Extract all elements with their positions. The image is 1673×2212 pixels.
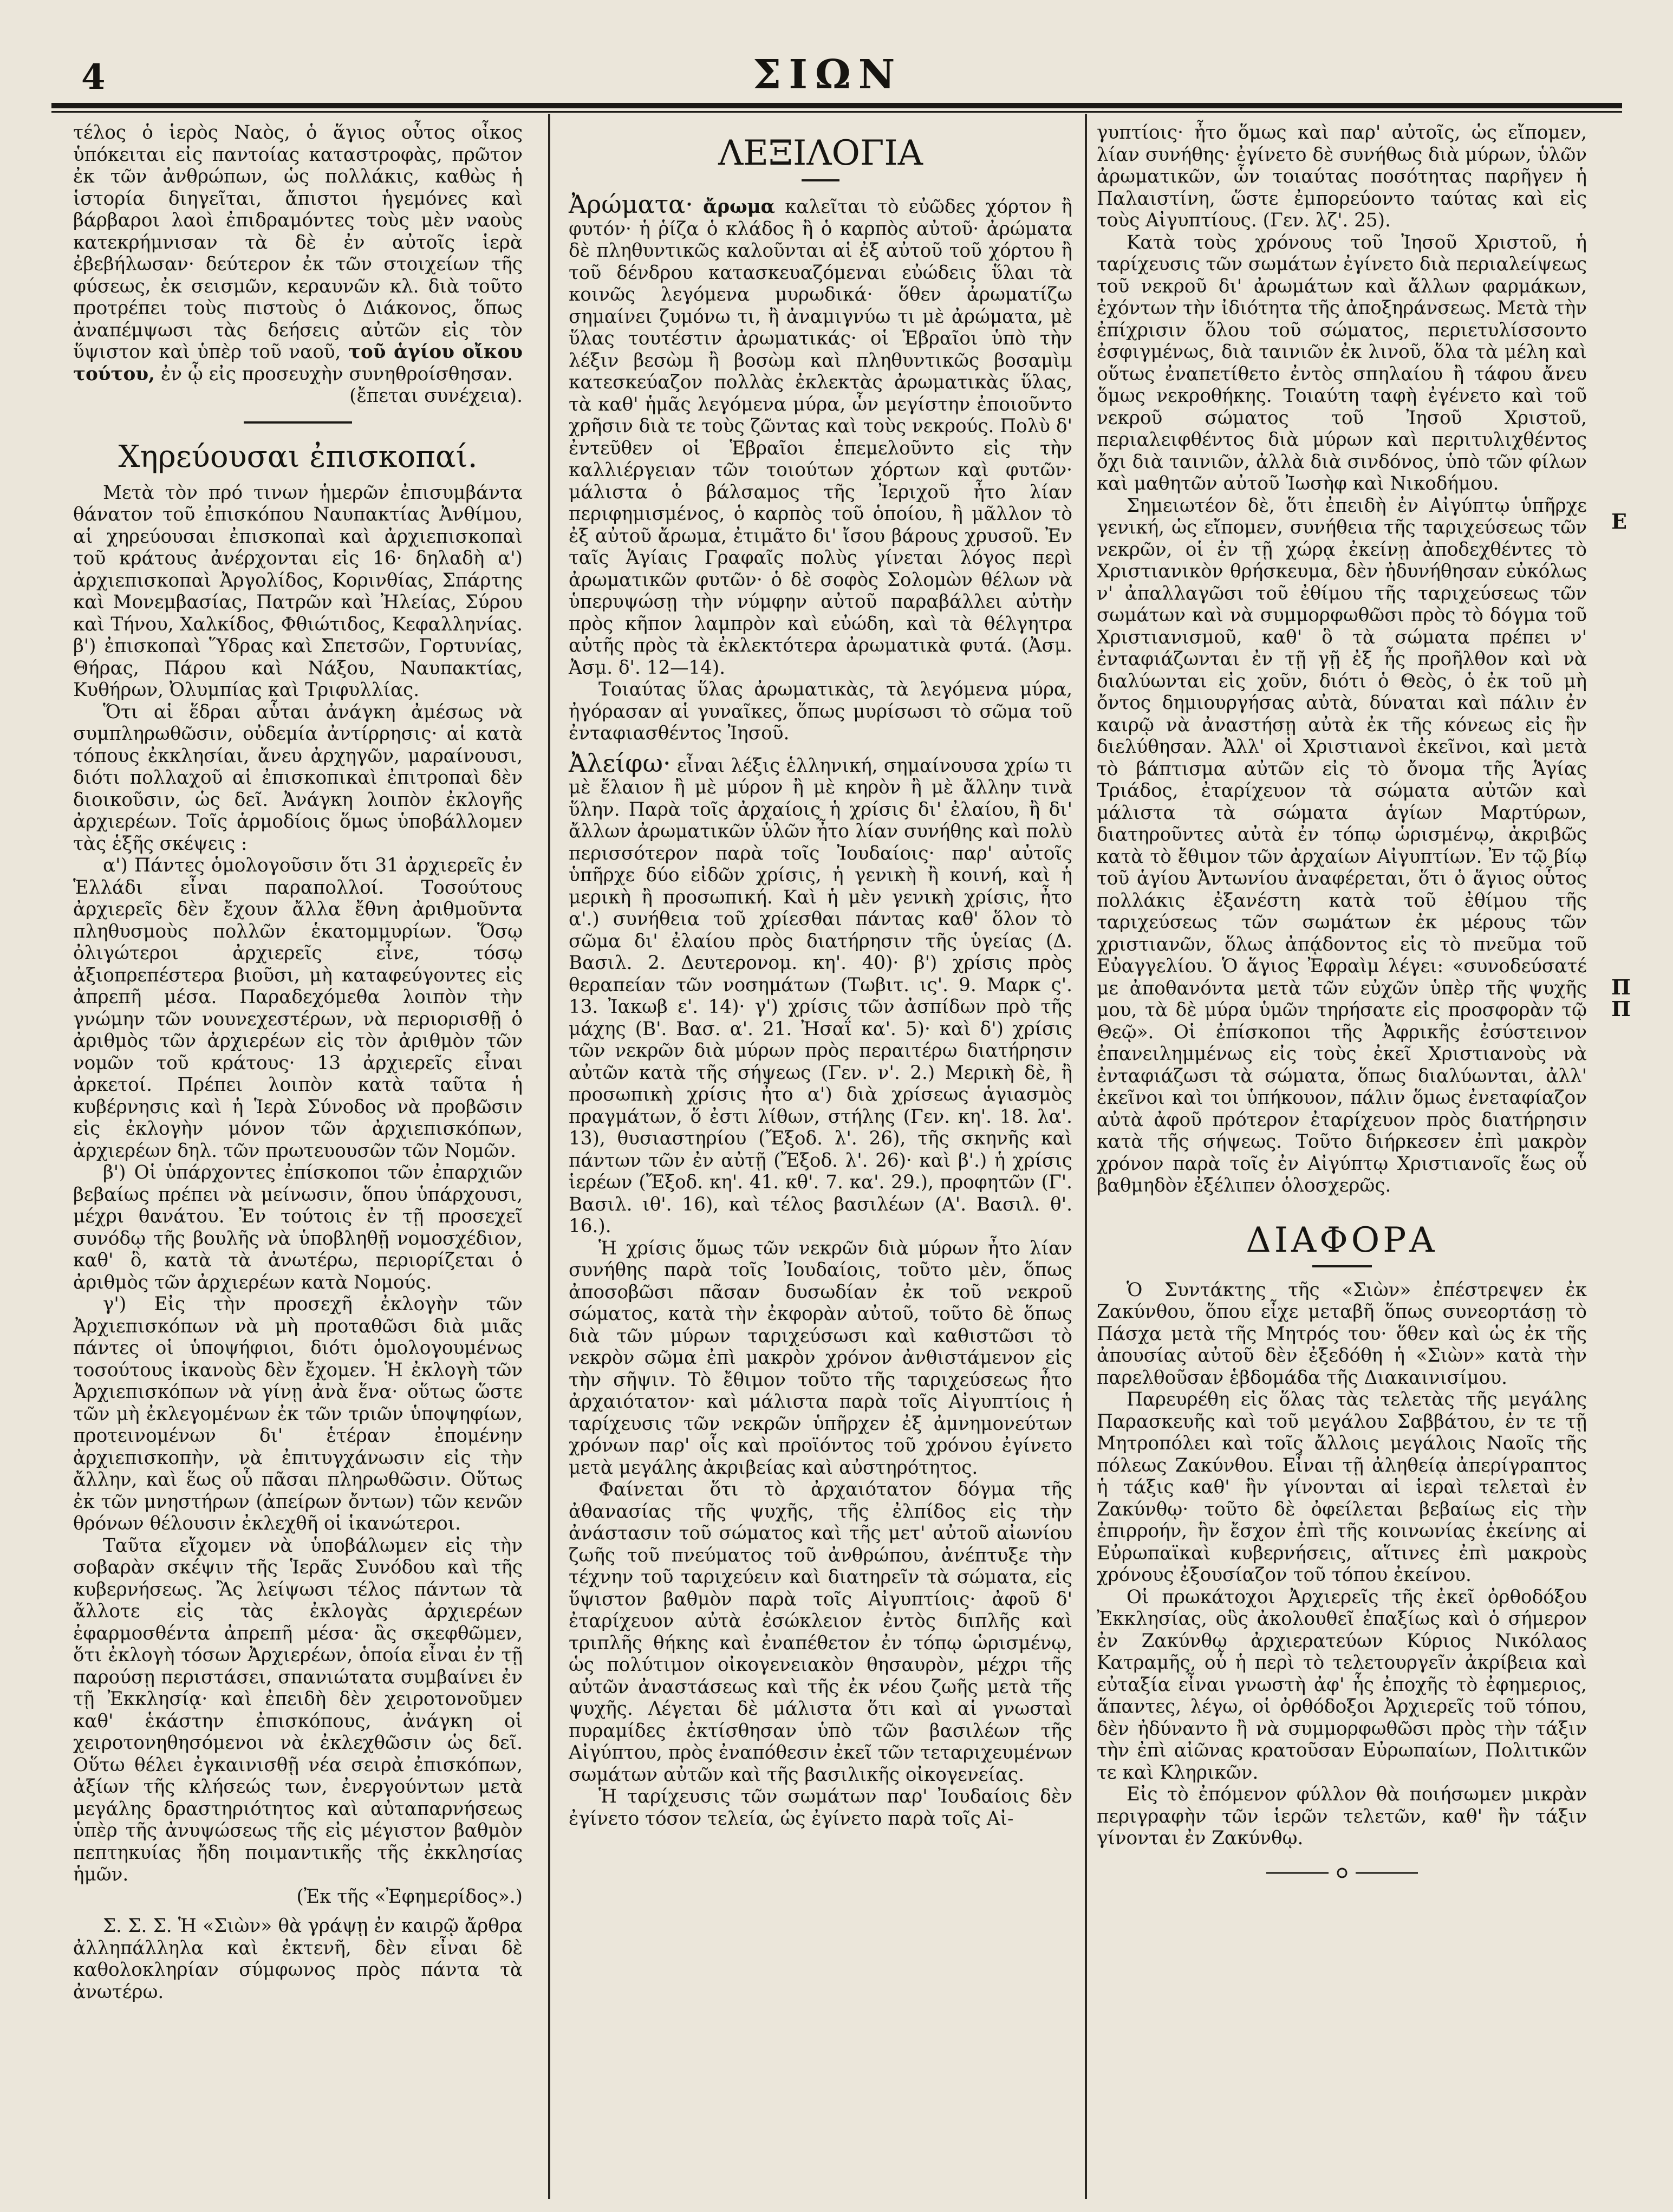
entry-aleifo: Ἀλείφω· εἶναι λέξις ἑλληνική, σημαίνουσα χρίω τι μὲ ἔλαιον ἢ μὲ μύρον ἢ μὲ κηρὸν ἢ μὲ ἄλλην τινὰ ὕλην. Παρὰ τοῖς ἀρχαίοις ἡ χρίσις δι' ἐλαίου, ἢ δι' ἄλλων ἀρωματικῶν ὑλῶν ἦτο λίαν συνήθης καὶ πολὺ περισσότερον παρὰ τοῖς Ἰουδαίοις· παρ' αὐτοῖς ὑπῆρχε δύο εἰδῶν χρίσις, ἡ γενικὴ ἢ κοινή, καὶ ἡ μερικὴ ἢ προσωπική. Καὶ ἡ μὲν γενικὴ χρίσις, ἦτο α'.) συνήθεια τοῦ χρίεσθαι πάντας καθ' ὅλον τὸ σῶμα δι' ἐλαίου πρὸς διατήρησιν τῆς ὑγείας (Δ. Βασιλ. 2. Δευτερονομ. κη'. 40)· β') χρίσις πρὸς θεραπείαν τῶν νοσημάτων (Τωβιτ. ις'. 9. Μαρκ ς'. 13. Ἰακωβ ε'. 14)· γ') χρίσις τῶν ἀσπίδων πρὸ τῆς μάχης (Β'. Βασ. α'. 21. Ἠσαΐ κα'. 5)· καὶ δ') χρίσις τῶν νεκρῶν διὰ μύρων πρὸς περαιτέρω διατήρησιν αὐτῶν κατὰ τῆς σήψεως (Γεν. ν'. 2.) Μερικὴ δὲ, ἢ προσωπικὴ χρίσις ἦτο α') διὰ χρίσεως ἁγιασμὸς πραγμάτων, ὅ ἐστι λίθων, στήλης (Γεν. κη'. 18. λα'. 13), θυσιαστηρίου (Ἔξοδ. λ'. 26), τῆς σκηνῆς καὶ πάντων τῶν ἐν αὐτῇ (Ἔξοδ. λ'. 26)· καὶ β'.) ἡ χρίσις ἱερέων (Ἔξοδ. κη'. 41. κθ'. 7. κα'. 29.), προφητῶν (Γ'. Βασιλ. ιθ'. 16), καὶ τέλος βασιλέων (Α'. Βασιλ. θ'. 16.). <box>569 748 1072 1237</box>
paragraph: α') Πάντες ὁμολογοῦσιν ὅτι 31 ἀρχιερεῖς ἐν Ἑλλάδι εἶναι παραπολλοί. Τοσούτους ἀρχιερεῖς δὲν ἔχουν ἄλλα ἔθνη ἀριθμοῦντα πληθυσμοὺς πολλῶν ἑκατομμυρίων. Ὅσῳ ὀλιγώτεροι ἀρχιερεῖς εἶνε, τόσῳ ἀξιοπρεπέστερα βιοῦσι, μὴ καταφεύγοντες εἰς ἀπρεπῆ μέσα. Παραδεχόμεθα λοιπὸν τὴν γνώμην τῶν νουνεχεστέρων, νὰ περιορισθῇ ὁ ἀριθμὸς τῶν ἀρχιερέων εἰς τὸν ἀριθμὸν τῶν νομῶν τοῦ κράτους· 13 ἀρχιερεῖς εἶναι ἀρκετοί. Πρέπει λοιπὸν κατὰ ταῦτα ἡ κυβέρνησις καὶ ἡ Ἱερὰ Σύνοδος νὰ προβῶσιν εἰς ἐκλογὴν μόνον τῶν ἀρχιεπισκόπων, ἀρχιερέων δηλ. τῶν πρωτευουσῶν τῶν Νομῶν. <box>73 855 523 1162</box>
continued-note: (ἔπεται συνέχεια). <box>349 385 523 407</box>
masthead: ΣΙΩΝ <box>753 51 903 98</box>
article-heading: Χηρεύουσαι ἐπισκοπαί. <box>118 439 478 474</box>
paragraph: Εἰς τὸ ἐπόμενον φύλλον θὰ ποιήσωμεν μικρὰν περιγραφὴν τῶν ἱερῶν τελετῶν, καθ' ἣν τάξιν γίνονται ἐν Ζακύνθῳ. <box>1097 1784 1587 1849</box>
header-rule <box>51 103 1622 108</box>
paragraph: γυπτίοις· ἦτο ὅμως καὶ παρ' αὐτοῖς, ὡς εἴπομεν, λίαν συνήθης· ἐγίνετο δὲ συνήθως διὰ μύρων, ὑλῶν ἀρωματικῶν, ὧν τοιαύτας ποσότητας παρῆγεν ἡ Παλαιστίνη, ὥστε ἐμπορεύοντο ταύτας καὶ εἰς τοὺς Αἰγυπτίους. (Γεν. λζ'. 25). <box>1097 122 1587 231</box>
paragraph: Ἡ ταρίχευσις τῶν σωμάτων παρ' Ἰουδαίοις δὲν ἐγίνετο τόσον τελεία, ὡς ἐγίνετο παρὰ τοῖς Αἰ- <box>569 1786 1072 1830</box>
page-number: 4 <box>81 57 106 97</box>
entry-term-alt: ἄρωμα <box>703 196 775 218</box>
section-heading: ΔΙΑΦΟΡΑ <box>1246 1220 1438 1260</box>
header-rule-thin <box>51 111 1622 113</box>
paragraph: Φαίνεται ὅτι τὸ ἀρχαιότατον δόγμα τῆς ἀθανασίας τῆς ψυχῆς, τῆς ἐλπίδος εἰς τὴν ἀνάστασιν τοῦ σώματος καὶ τῆς μετ' αὐτοῦ αἰωνίου ζωῆς τοῦ πνεύματος τοῦ ἀνθρώπου, ἀνέπτυξε τὴν τέχνην τοῦ ταριχεύειν καὶ διατηρεῖν τὰ σώματα, εἰς ὕψιστον βαθμὸν παρὰ τοῖς Αἰγυπτίοις· ἀφοῦ δ' ἐταρίχευον αὐτὰ ἐσώκλειον ἐντὸς διπλῆς καὶ τριπλῆς θήκης καὶ ἐναπέθετον ἐν τόπῳ ὡρισμένῳ, ὡς πολύτιμον οἰκογενειακὸν θησαυρὸν, μέχρι τῆς αὐτῶν ἀναστάσεως καὶ τῆς ἐκ νέου ζωῆς μετὰ τῆς ψυχῆς. Λέγεται δὲ μάλιστα ὅτι καὶ αἱ γνωσταὶ πυραμίδες ἐκτίσθησαν ὑπὸ τῶν βασιλέων τῆς Αἰγύπτου, πρὸς ἐναπόθεσιν ἐκεῖ τῶν τεταριχευμένων σωμάτων αὐτῶν καὶ τῆς βασιλικῆς οἰκογενείας. <box>569 1479 1072 1786</box>
column-2 <box>569 122 1072 1830</box>
paragraph: γ') Εἰς τὴν προσεχῆ ἐκλογὴν τῶν Ἀρχιεπισκόπων νὰ μὴ προταθῶσι διὰ μιᾶς πάντες οἱ ὑποψήφιοι, διότι ὁμολογουμένως τοσούτους ἱκανοὺς δὲν ἔχομεν. Ἡ ἐκλογὴ τῶν Ἀρχιεπισκόπων νὰ γίνῃ ἀνὰ ἕνα· οὕτως ὥστε τῶν μὴ ἐκλεγομένων ἐκ τῶν τριῶν ὑποψηφίων, προτεινομένων δι' ἑτέραν ἐπομένην ἀρχιεπισκοπὴν, νὰ ἐπιτυγχάνωσιν εἰς τὴν ἄλλην, καὶ ἕως οὗ πᾶσαι πληρωθῶσιν. Οὕτως ἐκ τῶν μνηστήρων (ἀπείρων ὄντων) τῶν κενῶν θρόνων θέλουσιν ἐκλεχθῆ οἱ ἱκανώτεροι. <box>73 1293 523 1534</box>
column-separator-2 <box>1085 114 1087 2199</box>
editor-note: Σ. Σ. Σ. Ἡ «Σιὼν» θὰ γράψῃ ἐν καιρῷ ἄρθρα ἀλληπάλληλα καὶ ἐκτενῆ, δὲν εἶναι δὲ καθολοκληρίαν σύμφωνος πρὸς πάντα τὰ ἀνωτέρω. <box>73 1915 523 2003</box>
section-rule <box>244 421 352 424</box>
column-1 <box>73 122 523 2003</box>
paragraph: Ἡ χρίσις ὅμως τῶν νεκρῶν διὰ μύρων ἦτο λίαν συνήθης παρὰ τοῖς Ἰουδαίοις, τοῦτο μὲν, ὅπως ἀποσοβῶσι πᾶσαν δυσωδίαν ἐκ τοῦ νεκροῦ σώματος, κατὰ τὴν ἐκφορὰν αὐτοῦ, τοῦτο δὲ ὅπως διὰ τῶν μύρων ταριχεύσωσι καὶ καθιστῶσι τὸ νεκρὸν σῶμα ἐπὶ μακρὸν χρόνον ἀνθιστάμενον εἰς τὴν σῆψιν. Τὸ ἔθιμον τοῦτο τῆς ταριχεύσεως ἦτο ἀρχαιότατον· καὶ μάλιστα παρὰ τοῖς Αἰγυπτίοις ἡ ταρίχευσις τῶν νεκρῶν ὑπῆρχεν ἐξ ἀμνημονεύτων χρόνων παρ' οἷς καὶ προϊόντος τοῦ χρόνου ἐγίνετο μετὰ μεγάλης ἀκριβείας καὶ αὐστηρότητος. <box>569 1237 1072 1479</box>
section-heading: ΛΕΞΙΛΟΓΙΑ <box>718 133 923 173</box>
paragraph: β') Οἱ ὑπάρχοντες ἐπίσκοποι τῶν ἐπαρχιῶν βεβαίως πρέπει νὰ μείνωσιν, ὅπου ὑπάρχουσι, μέχρι θανάτου. Ἐν τούτοις ἐν τῇ προσεχεῖ συνόδῳ τῆς βουλῆς νὰ ὑποβληθῇ νομοσχέδιον, καθ' ὃ, κατὰ τὰ ἀνωτέρω, περιορίζεται ὁ ἀριθμὸς τῶν ἀρχιερέων κατὰ Νομούς. <box>73 1162 523 1293</box>
entry-term: Ἀρώματα· <box>569 190 693 219</box>
paragraph: Οἱ πρωκάτοχοι Ἀρχιερεῖς τῆς ἐκεῖ ὀρθοδόξου Ἐκκλησίας, οὓς ἀκολουθεῖ ἐπαξίως καὶ ὁ σήμερον ἐν Ζακύνθῳ ἀρχιερατεύων Κύριος Νικόλαος Κατραμῆς, οὗ ἡ περὶ τὸ τελετουργεῖν ἀκρίβεια καὶ εὐταξία εἶναι γνωστὴ ἀφ' ἧς ἐποχῆς τὸ ἐφημεριος, ἅπαντες, λέγω, οἱ ὀρθόδοξοι Ἀρχιερεῖς τοῦ τόπου, δὲν ἠδύναντο ἢ νὰ συμμορφωθῶσι πρὸς τὴν τάξιν τὴν ἐπὶ αἰῶνας κρατοῦσαν Εὐρωπαίων, Πολιτικῶν τε καὶ Κληρικῶν. <box>1097 1586 1587 1784</box>
adjacent-page-fragment: Π <box>1611 997 1631 1021</box>
heading-rule <box>1312 1265 1372 1267</box>
paragraph: Τοιαύτας ὕλας ἀρωματικὰς, τὰ λεγόμενα μύρα, ἠγόρασαν αἱ γυναῖκες, ὅπως μυρίσωσι τὸ σῶμα τοῦ ἐνταφιασθέντος Ἰησοῦ. <box>569 679 1072 744</box>
source-note: (Ἐκ τῆς «Ἐφημερίδος».) <box>296 1885 523 1908</box>
paragraph: Σημειωτέον δὲ, ὅτι ἐπειδὴ ἐν Αἰγύπτῳ ὑπῆρχε γενική, ὡς εἴπομεν, συνήθεια τῆς ταριχεύσεως τῶν νεκρῶν, οἱ ἐν τῇ χώρᾳ ἐκείνῃ ἀποδεχθέντες τὸ Χριστιανικὸν θρήσκευμα, δὲν ἠδυνήθησαν εὐκόλως ν' ἀπαλλαγῶσι τοῦ ἐθίμου τῆς ταριχεύσεως τῶν σωμάτων καὶ νὰ συμμορφωθῶσι πρὸς τὸ δόγμα τοῦ Χριστιανισμοῦ, καθ' ὃ τὰ σώματα πρέπει ν' ἐνταφιάζωνται ἐν τῇ γῇ ἐξ ἧς προῆλθον καὶ νὰ διαλύωνται εἰς χοῦν, διότι ὁ Θεὸς, ὁ ἐκ τοῦ μὴ ὄντος δημιουργήσας αὐτὰ, δύναται καὶ πάλιν ἐν καιρῷ νὰ ἀναστήσῃ αὐτὰ ἐκ τῆς κόνεως εἰς ἣν διελύθησαν. Ἀλλ' οἱ Χριστιανοὶ ἐκεῖνοι, καὶ μετὰ τὸ βάπτισμα αὐτῶν εἰς τὸ ὄνομα τῆς Ἁγίας Τριάδος, ἐταρίχευον τὰ σώματα αὐτῶν καὶ μάλιστα τὰ σώματα ἁγίων Μαρτύρων, διατηροῦντες αὐτὰ ἐν τόπῳ ὡρισμένῳ, ἀκριβῶς κατὰ τὸ ἔθιμον τῶν ἀρχαίων Αἰγυπτίων. Ἐν τῷ βίῳ τοῦ ἁγίου Ἀντωνίου ἀναφέρεται, ὅτι ὁ ἅγιος οὗτος πολλάκις ἐξανέστη κατὰ τοῦ ἐθίμου τῆς ταριχεύσεως τῶν σωμάτων ἐκ μέρους τῶν χριστιανῶν, ὅλως ἀπᾴδοντος εἰς τὸ πνεῦμα τοῦ Εὐαγγελίου. Ὁ ἅγιος Ἐφραὶμ λέγει: «συνοδεύσατέ με ἀποθανόντα μετὰ τῶν εὐχῶν ὑπὲρ τῆς ψυχῆς μου, τὰ δὲ μύρα ὑμῶν τηρήσατε εἰς προσφορὰν τῷ Θεῷ». Οἱ ἐπίσκοποι τῆς Ἀφρικῆς ἐσύστεινον ἐπανειλημμένως εἰς τοὺς ἐκεῖ Χριστιανοὺς νὰ ἐνταφιάζωσι τὰ σώματα, ὅπως διαλύωνται, ἀλλ' ἐκεῖνοι καὶ τοι ὑπήκουον, πάλιν ὅμως ἐνεταφίαζον αὐτὰ ἀφοῦ πρότερον ἐταρίχευον πρὸς διατήρησιν κατὰ τῆς σήψεως. Τοῦτο διήρκεσεν ἐπὶ μακρὸν χρόνον παρὰ τοῖς ἐν Αἰγύπτῳ Χριστιανοῖς ἕως οὗ βαθμηδὸν ἐξέλιπεν ὁλοσχερῶς. <box>1097 495 1587 1196</box>
entry-term: Ἀλείφω· <box>569 748 671 778</box>
entry-aromata: Ἀρώματα· ἄρωμα καλεῖται τὸ εὐῶδες χόρτον ἢ φυτόν· ἡ ῥίζα ὁ κλάδος ἢ ὁ καρπὸς αὐτοῦ· ἀρώματα δὲ πληθυντικῶς καλοῦνται αἱ ἐξ αὐτοῦ τοῦ χόρτου ἢ τοῦ δένδρου κατασκευαζόμεναι εὐώδεις ὕλαι τὰ κοινῶς λεγόμενα μυρωδικά· ὅθεν ἀρωματίζω σημαίνει ζυμόνω τι, ἢ ἀναμιγνύω τι μὲ ἀρώματα, μὲ ὕλας τουτέστιν ἀρωματικάς· οἱ Ἑβραῖοι ὑπὸ τὴν λέξιν βεσὼμ ἢ βοσὼμ καὶ πληθυντικῶς βοσαμὶμ κατεσκεύαζον πολλὰς ἐκλεκτὰς ἀρωματικὰς ὕλας, τὰ καθ' ἡμᾶς λεγόμενα μύρα, ὧν μεγίστην ἐποιοῦντο χρῆσιν διὰ τε τοὺς ζῶντας καὶ τοὺς νεκρούς. Πολὺ δ' ἐντεῦθεν οἱ Ἑβραῖοι ἐπεμελοῦντο εἰς τὴν καλλιέργειαν τῶν τοιούτων χόρτων καὶ φυτῶν· μάλιστα ὁ βάλσαμος τῆς Ἰεριχοῦ ἦτο λίαν περιφημισμένος, ὁ καρπὸς τοῦ ὁποίου, ἢ μᾶλλον τὸ ἐξ αὐτοῦ ἄρωμα, ἐτιμᾶτο δι' ἴσου βάρους χρυσοῦ. Ἐν ταῖς Ἁγίαις Γραφαῖς πολὺς γίνεται λόγος περὶ ἀρωματικῶν φυτῶν· ὁ δὲ σοφὸς Σολομὼν θέλων νὰ ὑπερυψώσῃ τὴν νύμφην αὐτοῦ παραβάλλει αὐτὴν πρὸς κῆπον λαμπρὸν καὶ εὐώδη, καὶ τὰ θέλγητρα αὐτῆς πρὸς τὰ ἐκλεκτότερα ἀρωματικὰ φυτά. (Ἀσμ. Ἀσμ. δ'. 12—14). <box>569 190 1073 679</box>
article-continuation: τέλος ὁ ἱερὸς Ναὸς, ὁ ἅγιος οὗτος οἶκος ὑπόκειται εἰς παντοίας καταστροφὰς, πρῶτον ἐκ τῶν ἀνθρώπων, ὡς πολλάκις, καθὼς ἡ ἱστορία διηγεῖται, ἄπιστοι ἡγεμόνες καὶ βάρβαροι λαοὶ ἐπιδραμόντες τοὺς μὲν ναοὺς κατεκρήμνισαν τὰ δὲ ἐν αὐτοῖς ἱερὰ ἐβεβήλωσαν· δεύτερον ἐκ τῶν στοιχείων τῆς φύσεως, ἐκ σεισμῶν, κεραυνῶν κλ. διὰ τοῦτο προτρέπει τοὺς πιστοὺς ὁ Διάκονος, ὅπως ἀναπέμψωσι τὰς δεήσεις αὐτῶν εἰς τὸν ὕψιστον καὶ ὑπὲρ τοῦ ναοῦ, τοῦ ἁγίου οἴκου τούτου, ἐν ᾧ εἰς προσευχὴν συνηθροίσθησαν. <box>73 122 523 385</box>
paragraph: Ὅτι αἱ ἕδραι αὗται ἀνάγκη ἀμέσως νὰ συμπληρωθῶσιν, οὐδεμία ἀντίρρησις· αἱ κατὰ τόπους ἐκκλησίαι, ἄνευ ἀρχηγῶν, μαραίνουσι, διότι πολλαχοῦ αἱ ἐπισκοπικαὶ ἐπιτροπαὶ δὲν διοικοῦσιν, ὡς δεῖ. Ἀνάγκη λοιπὸν ἐκλογῆς ἀρχιερέων. Τοῖς ἁρμοδίοις ὅμως ὑποβάλλομεν τὰς ἑξῆς σκέψεις : <box>73 701 523 855</box>
paragraph: Ταῦτα εἴχομεν νὰ ὑποβάλωμεν εἰς τὴν σοβαρὰν σκέψιν τῆς Ἱερᾶς Συνόδου καὶ τῆς κυβερνήσεως. Ἂς λείψωσι τέλος πάντων τὰ ἄλλοτε εἰς τὰς ἐκλογὰς ἀρχιερέων ἐφαρμοσθέντα ἀπρεπῆ μέσα· ἂς σκεφθῶμεν, ὅτι ἐκλογὴ τόσων Ἀρχιερέων, ὁποία εἶναι ἐν τῇ παρούσῃ περιστάσει, σπανιώτατα συμβαίνει ἐν τῇ Ἐκκλησίᾳ· καὶ ἐπειδὴ δὲν χειροτονοῦμεν καθ' ἑκάστην ἐπισκόπους, ἀνάγκη οἱ χειροτονηθησόμενοι νὰ ἐκλεχθῶσιν ὡς δεῖ. Οὕτω θέλει ἐγκαινισθῇ νέα σειρὰ ἐπισκόπων, ἀξίων τῆς κλήσεώς των, ἐνεργούντων μετὰ μεγάλης δραστηριότητος καὶ αὐταπαρνήσεως ὑπὲρ τῆς ἀνυψώσεως τῆς εἰς μέγιστον βαθμὸν πεπτηκυίας ἤδη ποιμαντικῆς τῆς ἐκκλησίας ἡμῶν. <box>73 1534 523 1885</box>
ornament-divider <box>1261 1865 1423 1881</box>
paragraph: Κατὰ τοὺς χρόνους τοῦ Ἰησοῦ Χριστοῦ, ἡ ταρίχευσις τῶν σωμάτων ἐγίνετο διὰ περιαλείψεως τοῦ νεκροῦ δι' ἀρωμάτων καὶ ἄλλων φαρμάκων, ἐχόντων τὴν ἰδιότητα τῆς ἀποξηράνσεως. Μετὰ τὴν ἐπίχρισιν ὅλου τοῦ σώματος, περιετυλίσσοντο ἐσφιγμένως, διὰ ταινιῶν ἐκ λινοῦ, ὅλα τὰ μέλη καὶ οὕτως ἐναπετίθετο ἐντὸς σπηλαίου ἢ τάφου ἄνευ ὅμως νεκροθήκης. Τοιαύτη ταφὴ ἐγένετο καὶ τοῦ νεκροῦ σώματος τοῦ Ἰησοῦ Χριστοῦ, περιαλειφθέντος διὰ μύρων καὶ περιτυλιχθέντος ὄχι διὰ ταινιῶν, ἀλλὰ διὰ σινδόνος, ὑπὸ τῶν φίλων καὶ μαθητῶν αὐτοῦ Ἰωσὴφ καὶ Νικοδήμου. <box>1097 231 1587 495</box>
emphasis-text: τοῦ ἁγίου οἴκου τούτου, <box>73 341 523 385</box>
adjacent-page-fragment: Π <box>1611 975 1631 999</box>
adjacent-page-fragment: E <box>1611 509 1627 534</box>
column-3 <box>1097 122 1587 1881</box>
paragraph: Ὁ Συντάκτης τῆς «Σιὼν» ἐπέστρεψεν ἐκ Ζακύνθου, ὅπου εἶχε μεταβῆ ὅπως συνεορτάσῃ τὸ Πάσχα μετὰ τῆς Μητρός του· ὅθεν καὶ ὡς ἐκ τῆς ἀπουσίας αὐτοῦ δὲν ἐξεδόθη ἡ «Σιὼν» κατὰ τὴν παρελθοῦσαν ἑβδομάδα τῆς Διακαινισίμου. <box>1097 1279 1587 1389</box>
heading-dash <box>802 179 839 181</box>
column-separator-1 <box>548 114 550 2199</box>
paragraph: Μετὰ τὸν πρό τινων ἡμερῶν ἐπισυμβάντα θάνατον τοῦ ἐπισκόπου Ναυπακτίας Ἀνθίμου, αἱ χηρεύουσαι ἐπισκοπαὶ καὶ ἀρχιεπισκοπαὶ τοῦ κράτους ἀνέρχονται εἰς 16· δηλαδὴ α') ἀρχιεπισκοπαὶ Ἀργολίδος, Κορινθίας, Σπάρτης καὶ Μονεμβασίας, Πατρῶν καὶ Ἠλείας, Σύρου καὶ Τήνου, Χαλκίδος, Φθιώτιδος, Κεφαλληνίας. β') ἐπισκοπαὶ Ὕδρας καὶ Σπετσῶν, Γορτυνίας, Θήρας, Πάρου καὶ Νάξου, Ναυπακτίας, Κυθήρων, Ὀλυμπίας καὶ Τριφυλλίας. <box>73 482 523 701</box>
paragraph: Παρευρέθη εἰς ὅλας τὰς τελετὰς τῆς μεγάλης Παρασκευῆς καὶ τοῦ μεγάλου Σαββάτου, ἐν τε τῇ Μητροπόλει καὶ τοῖς ἄλλοις μεγάλοις Ναοῖς τῆς πόλεως Ζακύνθου. Εἶναι τῇ ἀληθείᾳ ἀπερίγραπτος ἡ τάξις καθ' ἣν γίνονται αἱ ἱεραὶ τελεταὶ ἐν Ζακύνθῳ· τοῦτο δὲ ὀφείλεται βεβαίως εἰς τὴν ἐπιρροήν, ἣν ἔσχον ἐπὶ τῆς κοινωνίας ἐκείνης αἱ Εὐρωπαϊκαὶ κυβερνήσεις, αἵτινες ἐπὶ μακροὺς χρόνους ἐξουσίαζον τοῦ τόπου ἐκείνου. <box>1097 1389 1587 1586</box>
